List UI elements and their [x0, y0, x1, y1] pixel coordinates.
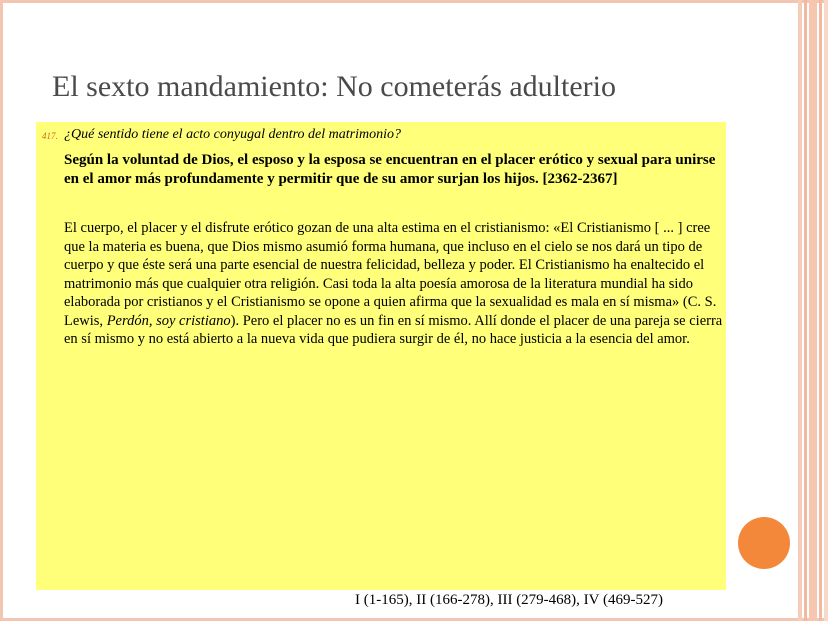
body-text-part1: El cuerpo, el placer y el disfrute erótico gozan de una alta estima en el cristianismo: «El Cristianismo [ ... ] cree que la materia es buena, que Dios mismo asumió forma humana, que incluso en el cielo se nos dará un tipo de cuerpo y que éste será una parte esencial de nuestra felicidad, belleza y poder. El Cristianismo ha enaltecido el matrimonio más que cualquier otra religión. Casi toda la alta poesía amorosa de la literatura mundial ha sido elaborada por cristianos y el Cristianismo se opone a quien afirma que la sexualidad es mala en sí misma» (C. S. Lewis,: [64, 220, 717, 329]
question-number: 417.: [42, 131, 58, 141]
question-text: ¿Qué sentido tiene el acto conyugal dentro del matrimonio?: [64, 127, 401, 142]
frame-top-border: [0, 0, 828, 3]
decorative-stripes: [798, 0, 828, 621]
highlight-box: [36, 122, 726, 590]
body-citation: Perdón, soy cristiano: [106, 312, 231, 329]
answer-text: Según la voluntad de Dios, el esposo y la esposa se encuentran en el placer erótico y sexual para unirse en el amor más profundamente y permitir que de su amor surjan los hijos. [2362-2367]: [64, 152, 716, 187]
slide-title: El sexto mandamiento: No cometerás adulterio: [52, 70, 616, 103]
frame-left-border: [0, 0, 3, 621]
body-text-part2: ). Pero el placer no es un fin en sí mismo. Allí donde el placer de una pareja se cierra en sí mismo y no está abierto a la nueva vida que pudiera surgir de él, no hace justicia a la esencia del amor.: [64, 312, 723, 347]
body-paragraph: [64, 219, 724, 349]
decorative-circle: [738, 517, 790, 569]
footer-index: I (1-165), II (166-278), III (279-468), IV (469-527): [355, 592, 663, 608]
